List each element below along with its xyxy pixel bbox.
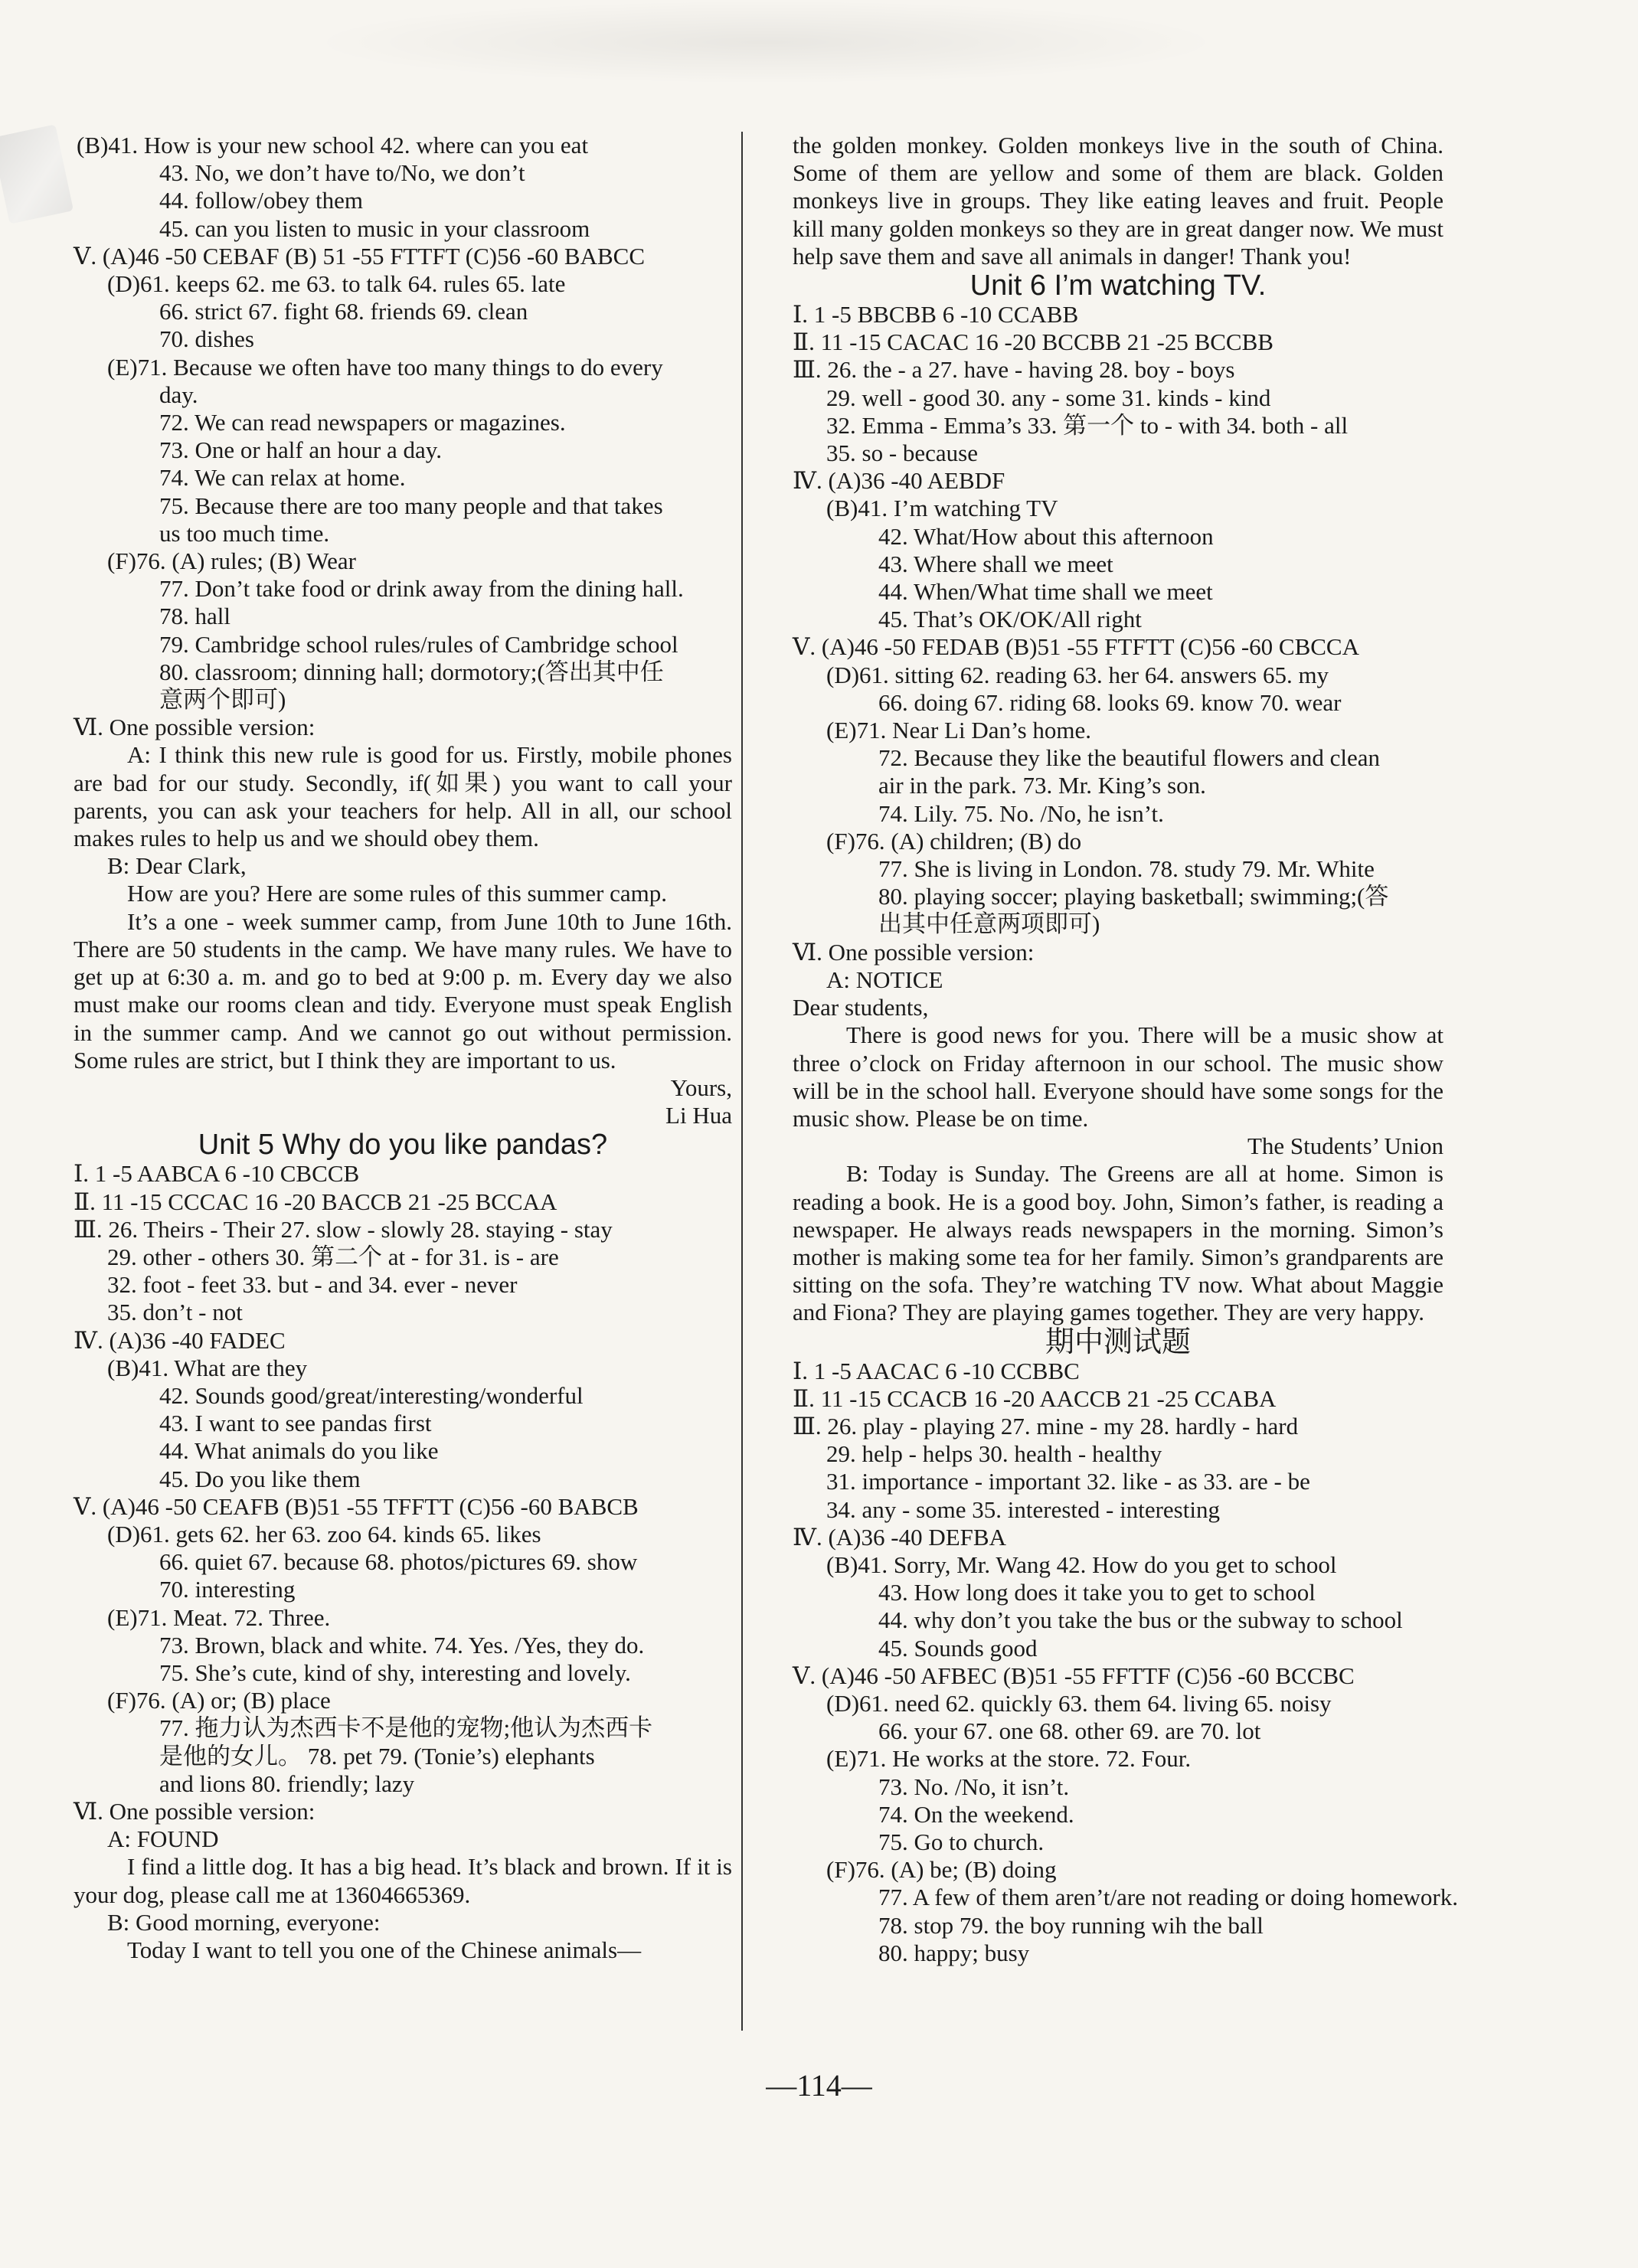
answer-line: 79. Cambridge school rules/rules of Cambridge school bbox=[159, 630, 678, 658]
answer-line: 66. quiet 67. because 68. photos/pictures 69. show bbox=[159, 1548, 638, 1576]
answer-line: 44. why don’t you take the bus or the subway to school bbox=[878, 1606, 1403, 1634]
answer-line: 出其中任意两项即可) bbox=[878, 910, 1100, 938]
answer-line: day. bbox=[159, 381, 198, 408]
answer-line: 80. classroom; dinning hall; dormotory;(答出其中任 bbox=[159, 658, 664, 685]
answer-line: Ⅴ. (A)46 -50 CEAFB (B)51 -55 TFFTT (C)56 -60 BABCB bbox=[74, 1492, 639, 1520]
answer-line: 80. happy; busy bbox=[878, 1939, 1030, 1966]
answer-line: 34. any - some 35. interested - interesting bbox=[826, 1495, 1220, 1523]
answer-line: Dear students, bbox=[793, 994, 929, 1021]
answer-line: It’s a one - week summer camp, from June 10th to June 16th. There are 50 students in the camp. We have many rules. We have to get up at 6:30 a. m. and go to bed at 9:00 p. m. Every day we also must make our rooms clean and tidy. Everyone must speak English in the summer camp. And we cannot go out without permission. Some rules are strict, but I think they are important to us. bbox=[74, 907, 732, 1074]
answer-line: Ⅲ. 26. the - a 27. have - having 28. boy - boys bbox=[793, 356, 1235, 384]
answer-line: 45. Sounds good bbox=[878, 1634, 1038, 1662]
answer-line: Ⅲ. 26. Theirs - Their 27. slow - slowly 28. staying - stay bbox=[74, 1215, 613, 1243]
answer-line: 74. On the weekend. bbox=[878, 1800, 1074, 1828]
answer-line: (E)71. He works at the store. 72. Four. bbox=[826, 1745, 1192, 1773]
answer-line: 42. What/How about this afternoon bbox=[878, 522, 1214, 550]
answer-line: Ⅵ. One possible version: bbox=[74, 714, 316, 741]
answer-line: 32. foot - feet 33. but - and 34. ever - never bbox=[107, 1271, 518, 1299]
answer-line: 78. stop 79. the boy running wih the ball bbox=[878, 1911, 1264, 1939]
answer-line: Ⅴ. (A)46 -50 FEDAB (B)51 -55 FTFTT (C)56 -60 CBCCA bbox=[793, 633, 1359, 661]
answer-line: How are you? Here are some rules of this summer camp. bbox=[127, 880, 668, 907]
answer-line: 73. Brown, black and white. 74. Yes. /Yes, they do. bbox=[159, 1631, 645, 1659]
answer-line: 45. Do you like them bbox=[159, 1465, 361, 1492]
answer-line: 80. playing soccer; playing basketball; swimming;(答 bbox=[878, 883, 1389, 910]
answer-line: 29. help - helps 30. health - healthy bbox=[826, 1440, 1162, 1468]
answer-line: A: NOTICE bbox=[826, 966, 943, 993]
answer-line: (F)76. (A) children; (B) do bbox=[826, 827, 1082, 855]
answer-line: (F)76. (A) be; (B) doing bbox=[826, 1856, 1057, 1884]
answer-line: 75. Because there are too many people and that takes bbox=[159, 492, 663, 519]
answer-line: Ⅱ. 11 -15 CCCAC 16 -20 BACCB 21 -25 BCCAA bbox=[74, 1188, 557, 1215]
answer-line: Today I want to tell you one of the Chinese animals— bbox=[127, 1936, 642, 1963]
answer-line: 77. A few of them aren’t/are not reading or doing homework. bbox=[878, 1884, 1459, 1911]
answer-line: 42. Sounds good/great/interesting/wonderful bbox=[159, 1381, 584, 1409]
answer-line: (D)61. gets 62. her 63. zoo 64. kinds 65. likes bbox=[107, 1520, 541, 1547]
page-number: —114— bbox=[766, 2068, 872, 2103]
answer-line: (D)61. keeps 62. me 63. to talk 64. rules 65. late bbox=[107, 270, 566, 298]
answer-line: Ⅵ. One possible version: bbox=[74, 1797, 316, 1825]
answer-line: 74. Lily. 75. No. /No, he isn’t. bbox=[878, 799, 1164, 827]
answer-line: 44. What animals do you like bbox=[159, 1437, 439, 1465]
answer-line: 35. so - because bbox=[826, 440, 978, 467]
answer-line: 是他的女儿。 78. pet 79. (Tonie’s) elephants bbox=[159, 1742, 595, 1770]
answer-line: 77. 拖力认为杰西卡不是他的宠物;他认为杰西卡 bbox=[159, 1714, 653, 1742]
answer-line: 31. importance - important 32. like - as 33. are - be bbox=[826, 1468, 1310, 1495]
answer-line: 77. Don’t take food or drink away from the dining hall. bbox=[159, 575, 684, 603]
answer-line: us too much time. bbox=[159, 519, 330, 547]
answer-line: 43. I want to see pandas first bbox=[159, 1410, 432, 1437]
corner-stamp-mark bbox=[0, 124, 74, 224]
answer-line: (B)41. What are they bbox=[107, 1354, 308, 1381]
answer-line: Ⅳ. (A)36 -40 AEBDF bbox=[793, 467, 1005, 495]
answer-line: Ⅲ. 26. play - playing 27. mine - my 28. hardly - hard bbox=[793, 1412, 1299, 1440]
answer-line: 72. We can read newspapers or magazines. bbox=[159, 409, 566, 436]
answer-line: (F)76. (A) rules; (B) Wear bbox=[107, 547, 356, 575]
right-column bbox=[793, 132, 1459, 1967]
answer-line: 66. strict 67. fight 68. friends 69. clean bbox=[159, 298, 528, 325]
answer-line: (E)71. Because we often have too many things to do every bbox=[107, 353, 663, 381]
scan-shadow bbox=[306, 0, 1225, 84]
answer-line: air in the park. 73. Mr. King’s son. bbox=[878, 772, 1206, 799]
answer-line: 74. We can relax at home. bbox=[159, 464, 406, 492]
answer-line: 43. No, we don’t have to/No, we don’t bbox=[159, 159, 525, 187]
answer-line: 75. She’s cute, kind of shy, interesting and lovely. bbox=[159, 1659, 631, 1686]
answer-line: 44. When/What time shall we meet bbox=[878, 578, 1213, 606]
answer-line: 43. How long does it take you to get to school bbox=[878, 1579, 1316, 1606]
answer-line: The Students’ Union bbox=[1247, 1132, 1443, 1160]
section-heading: Unit 5 Why do you like pandas? bbox=[198, 1129, 608, 1162]
answer-line: Ⅰ. 1 -5 AABCA 6 -10 CBCCB bbox=[74, 1160, 360, 1188]
answer-line: There is good news for you. There will be a music show at three o’clock on Friday afternoon in our school. The music show will be in the school hall. Everyone should have some songs for the music show. Please be on time. bbox=[793, 1021, 1443, 1132]
answer-line: Ⅰ. 1 -5 BBCBB 6 -10 CCABB bbox=[793, 301, 1079, 328]
answer-line: 45. can you listen to music in your classroom bbox=[159, 214, 590, 242]
answer-line: 77. She is living in London. 78. study 79. Mr. White bbox=[878, 855, 1375, 883]
answer-line: (D)61. sitting 62. reading 63. her 64. answers 65. my bbox=[826, 661, 1329, 688]
section-heading: Unit 6 I’m watching TV. bbox=[969, 270, 1267, 302]
answer-line: 32. Emma - Emma’s 33. 第一个 to - with 34. both - all bbox=[826, 411, 1349, 439]
answer-line: Ⅳ. (A)36 -40 DEFBA bbox=[793, 1523, 1006, 1551]
answer-line: Yours, bbox=[670, 1074, 732, 1101]
answer-line: 43. Where shall we meet bbox=[878, 550, 1113, 577]
answer-line: Li Hua bbox=[665, 1102, 732, 1129]
answer-line: 78. hall bbox=[159, 603, 230, 630]
answer-line: Ⅱ. 11 -15 CACAC 16 -20 BCCBB 21 -25 BCCBB bbox=[793, 328, 1273, 356]
answer-line: Ⅱ. 11 -15 CCACB 16 -20 AACCB 21 -25 CCABA bbox=[793, 1384, 1277, 1412]
answer-line: (B)41. How is your new school 42. where can you eat bbox=[77, 132, 589, 158]
answer-line: 70. interesting bbox=[159, 1576, 296, 1603]
section-heading: 期中测试题 bbox=[1045, 1325, 1191, 1358]
answer-line: the golden monkey. Golden monkeys live in the south of China. Some of them are yellow and some of them are black. Golden monkeys live in groups. They like eating leaves and fruit. People kill many golden monkeys so they are in great danger now. We must help save them and save all animals in danger! Thank you! bbox=[793, 132, 1443, 270]
answer-line: 73. One or half an hour a day. bbox=[159, 436, 443, 464]
answer-line: 70. dishes bbox=[159, 325, 254, 353]
column-divider bbox=[741, 132, 743, 2031]
answer-line: Ⅵ. One possible version: bbox=[793, 938, 1035, 966]
answer-line: 意两个即可) bbox=[159, 686, 286, 714]
answer-line: 75. Go to church. bbox=[878, 1828, 1045, 1855]
answer-line: Ⅳ. (A)36 -40 FADEC bbox=[74, 1326, 286, 1354]
answer-line: Ⅰ. 1 -5 AACAC 6 -10 CCBBC bbox=[793, 1357, 1080, 1384]
answer-line: (F)76. (A) or; (B) place bbox=[107, 1687, 331, 1714]
answer-line: (E)71. Meat. 72. Three. bbox=[107, 1603, 331, 1631]
left-column bbox=[74, 132, 732, 1964]
answer-line: 72. Because they like the beautiful flowers and clean bbox=[878, 744, 1381, 772]
answer-line: Ⅴ. (A)46 -50 CEBAF (B) 51 -55 FTTFT (C)56 -60 BABCC bbox=[74, 242, 646, 270]
answer-line: (E)71. Near Li Dan’s home. bbox=[826, 717, 1092, 744]
answer-line: 66. your 67. one 68. other 69. are 70. lot bbox=[878, 1717, 1261, 1745]
answer-line: B: Today is Sunday. The Greens are all at home. Simon is reading a book. He is a good boy. John, Simon’s father, is reading a newspaper. He always reads newspapers in the morning. Simon’s mother is making some tea for her family. Simon’s grandparents are sitting on the sofa. They’re watching TV now. What about Maggie and Fiona? They are playing games together. They are very happy. bbox=[793, 1160, 1443, 1326]
answer-line: A: FOUND bbox=[107, 1825, 219, 1853]
answer-line: 29. other - others 30. 第二个 at - for 31. is - are bbox=[107, 1243, 559, 1270]
answer-line: 45. That’s OK/OK/All right bbox=[878, 606, 1142, 633]
answer-line: B: Dear Clark, bbox=[107, 852, 247, 880]
answer-line: (D)61. need 62. quickly 63. them 64. living 65. noisy bbox=[826, 1689, 1332, 1717]
answer-line: Ⅴ. (A)46 -50 AFBEC (B)51 -55 FFTTF (C)56 -60 BCCBC bbox=[793, 1662, 1355, 1689]
answer-line: I find a little dog. It has a big head. It’s black and brown. If it is your dog, please call me at 13604665369. bbox=[74, 1853, 732, 1908]
answer-line: (B)41. I’m watching TV bbox=[826, 495, 1058, 522]
answer-line: B: Good morning, everyone: bbox=[107, 1908, 381, 1936]
answer-line: (B)41. Sorry, Mr. Wang 42. How do you get to school bbox=[826, 1551, 1337, 1578]
answer-line: and lions 80. friendly; lazy bbox=[159, 1770, 415, 1797]
answer-line: 35. don’t - not bbox=[107, 1299, 243, 1326]
answer-line: 29. well - good 30. any - some 31. kinds - kind bbox=[826, 384, 1271, 411]
answer-line: 66. doing 67. riding 68. looks 69. know 70. wear bbox=[878, 688, 1342, 716]
answer-line: A: I think this new rule is good for us. Firstly, mobile phones are bad for our study. Secondly, if(如果) you want to call your parents, you can ask your teachers for help. All in all, our school makes rules to help us and we should obey them. bbox=[74, 741, 732, 852]
answer-line: 73. No. /No, it isn’t. bbox=[878, 1773, 1070, 1800]
answer-line: 44. follow/obey them bbox=[159, 187, 364, 214]
